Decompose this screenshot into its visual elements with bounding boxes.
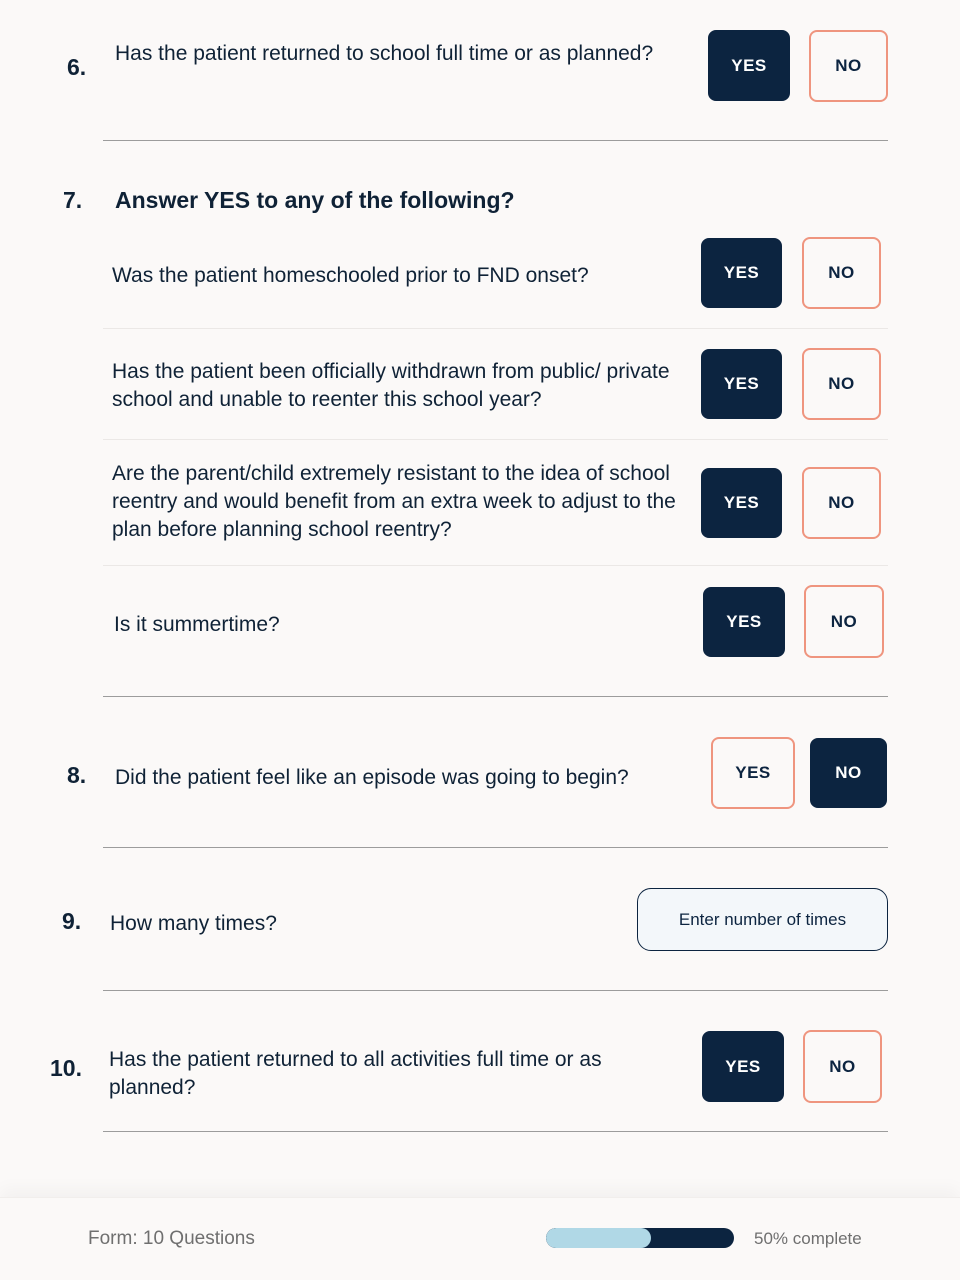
question-8-number: 8. bbox=[67, 762, 87, 788]
divider bbox=[103, 1131, 888, 1132]
question-10-number: 10. bbox=[50, 1055, 82, 1081]
question-7c-no-button[interactable]: NO bbox=[802, 467, 881, 539]
question-6-no-button[interactable]: NO bbox=[809, 30, 888, 102]
sub-divider bbox=[103, 328, 888, 329]
progress-bar bbox=[546, 1228, 734, 1248]
divider bbox=[103, 847, 888, 848]
divider bbox=[103, 990, 888, 991]
question-7a-yes-button[interactable]: YES bbox=[701, 238, 782, 308]
question-7b-no-button[interactable]: NO bbox=[802, 348, 881, 420]
times-count-input[interactable] bbox=[637, 888, 888, 951]
question-10-no-button[interactable]: NO bbox=[803, 1030, 882, 1103]
question-10-text: Has the patient returned to all activities full time or as planned? bbox=[109, 1048, 602, 1099]
question-7d-text: Is it summertime? bbox=[114, 613, 280, 636]
form-question-count: Form: 10 Questions bbox=[88, 1228, 255, 1249]
question-6-number: 6. bbox=[67, 54, 87, 80]
divider bbox=[103, 140, 888, 141]
question-7b-text: Has the patient been officially withdrawn from public/ private school and unable to reenter this school year? bbox=[112, 360, 670, 411]
question-6-yes-button[interactable]: YES bbox=[708, 30, 790, 101]
question-9-number: 9. bbox=[62, 908, 82, 934]
question-7a-no-button[interactable]: NO bbox=[802, 237, 881, 309]
sub-divider bbox=[103, 565, 888, 566]
question-8-no-button[interactable]: NO bbox=[810, 738, 887, 808]
question-7c-text: Are the parent/child extremely resistant to the idea of school reentry and would benefit from an extra week to adjust to the plan before planning school reentry? bbox=[112, 462, 676, 541]
question-7-heading: Answer YES to any of the following? bbox=[115, 187, 515, 213]
question-10-yes-button[interactable]: YES bbox=[702, 1031, 784, 1102]
progress-label: 50% complete bbox=[754, 1229, 862, 1248]
form-footer bbox=[0, 1197, 960, 1280]
question-7d-no-button[interactable]: NO bbox=[804, 585, 884, 658]
question-7d-yes-button[interactable]: YES bbox=[703, 587, 785, 657]
question-7-number: 7. bbox=[63, 187, 83, 213]
question-7a-text: Was the patient homeschooled prior to FND onset? bbox=[112, 264, 589, 287]
divider bbox=[103, 696, 888, 697]
question-8-yes-button[interactable]: YES bbox=[711, 737, 795, 809]
question-9-text: How many times? bbox=[110, 912, 277, 935]
question-8-text: Did the patient feel like an episode was going to begin? bbox=[115, 766, 629, 789]
sub-divider bbox=[103, 439, 888, 440]
question-7c-yes-button[interactable]: YES bbox=[701, 468, 782, 538]
progress-bar-fill bbox=[546, 1228, 651, 1248]
question-7b-yes-button[interactable]: YES bbox=[701, 349, 782, 419]
question-6-text: Has the patient returned to school full time or as planned? bbox=[115, 42, 654, 65]
